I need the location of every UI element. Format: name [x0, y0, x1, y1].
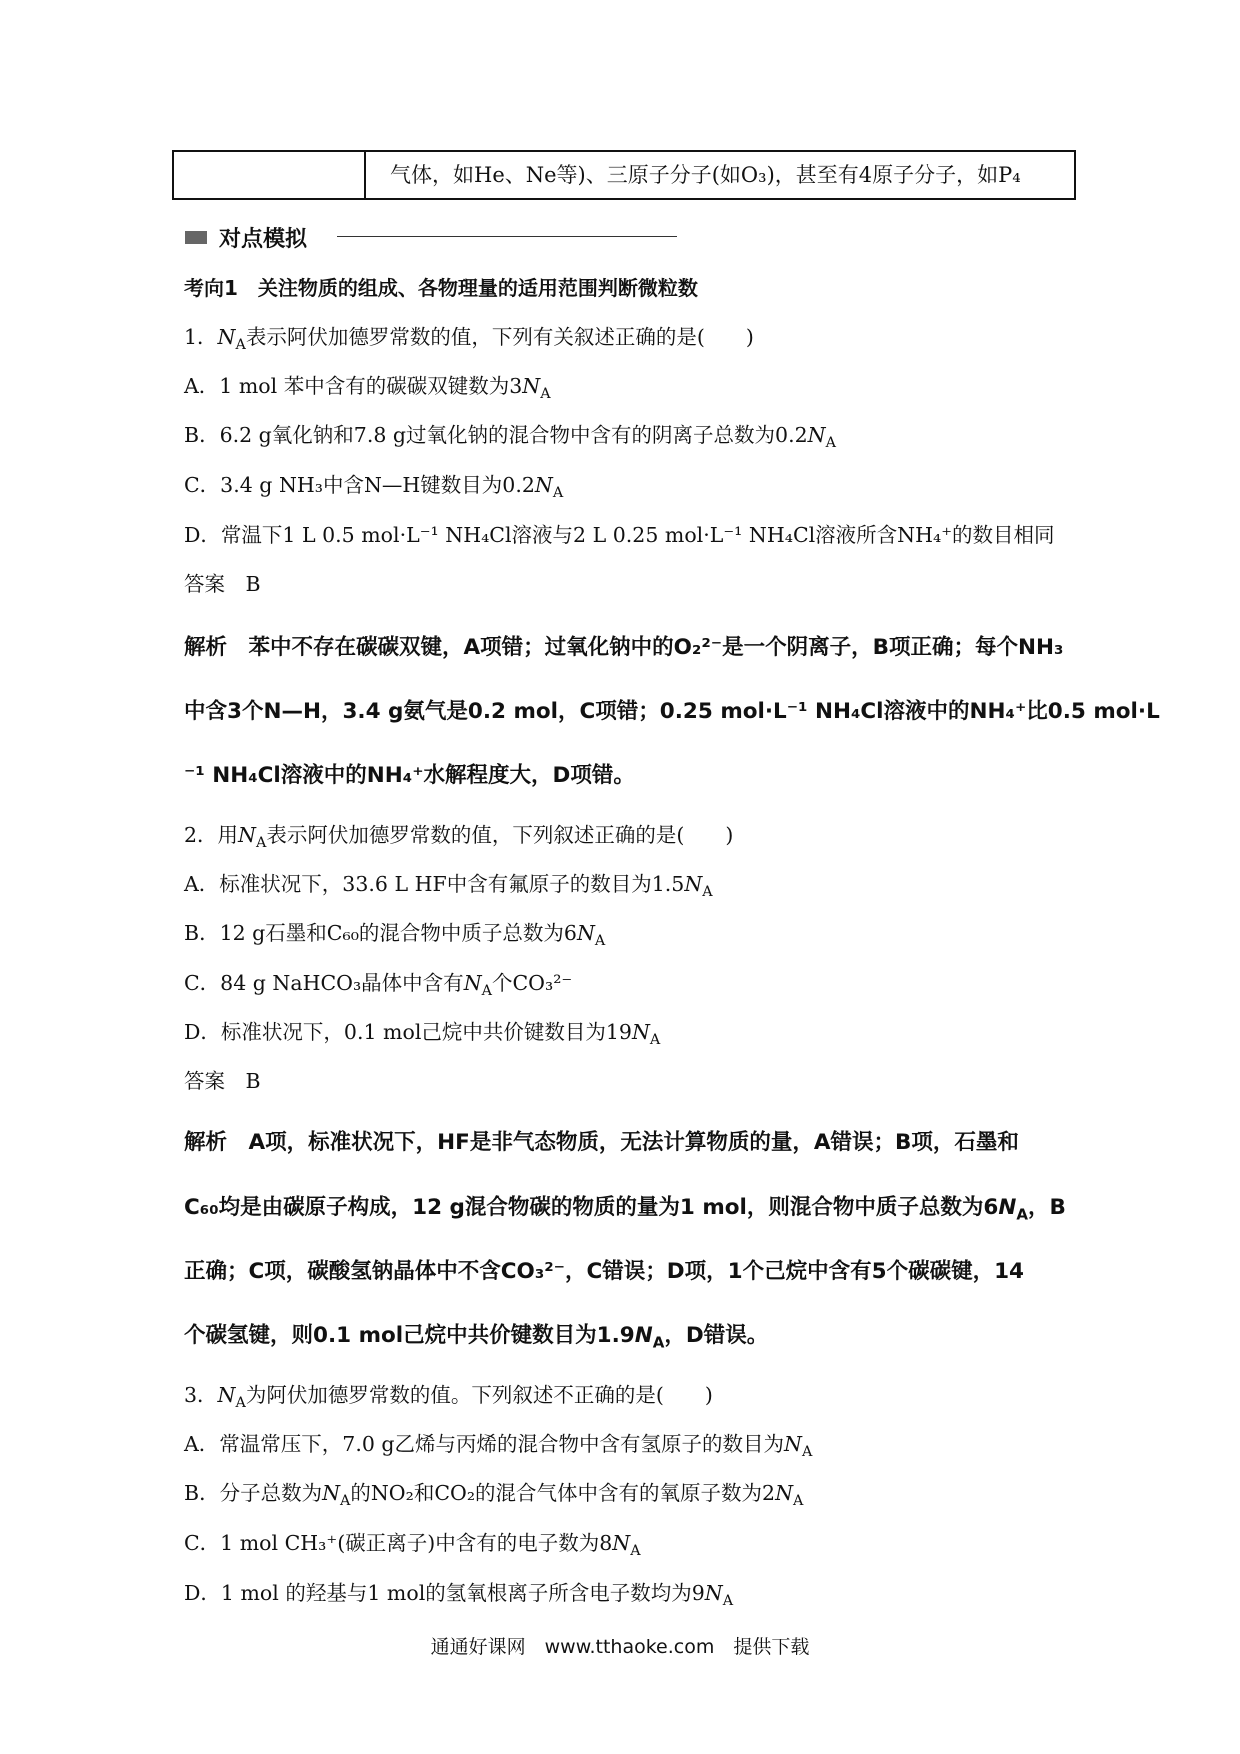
question-2-option-a: A．标准状况下，33.6 L HF中含有氟原子的数目为$1.5N_A$	[184, 872, 713, 901]
question-3-option-b: B．分子总数为$N_A$的NO₂和CO₂的混合气体中含有的氧原子数为$2N_A$	[184, 1481, 804, 1510]
question-1-option-b: B．6.2 g氧化钠和7.8 g过氧化钠的混合物中含有的阴离子总数为$0.2N_A$	[184, 423, 836, 452]
table-cell-right: 气体，如He、Ne等)、三原子分子(如O₃)，甚至有4原子分子，如P₄	[390, 163, 1021, 187]
question-1-explanation-line: 中含3个N—H，3.4 g氨气是0.2 mol，C项错；0.25 mol·L⁻¹ NH₄Cl溶液中的NH₄⁺比0.5 mol·L	[184, 699, 1160, 724]
question-1-explanation-line: ⁻¹ NH₄Cl溶液中的NH₄⁺水解程度大，D项错。	[184, 763, 635, 788]
question-3-option-d: D．1 mol 的羟基与1 mol的氢氧根离子所含电子数均为$9N_A$	[184, 1581, 734, 1610]
question-2-explanation-line: 个碳氢键，则0.1 mol己烷中共价键数目为$1.9N_A$，D错误。	[184, 1323, 769, 1352]
question-2-explanation-line: C₆₀均是由碳原子构成，12 g混合物碳的物质的量为1 mol，则混合物中质子总数为$6N_A$，B	[184, 1195, 1066, 1224]
section-marker-icon	[185, 231, 207, 244]
footer-credit: 通通好课网 www.tthaoke.com 提供下载	[430, 1636, 810, 1658]
section-header	[185, 222, 307, 252]
question-3-stem: 3．$N_A$为阿伏加德罗常数的值。下列叙述不正确的是( )	[184, 1383, 713, 1412]
question-2-explanation-line: 正确；C项，碳酸氢钠晶体中不含CO₃²⁻，C错误；D项，1个己烷中含有5个碳碳键，14	[184, 1259, 1024, 1284]
topic-heading: 考向1 关注物质的组成、各物理量的适用范围判断微粒数	[184, 276, 698, 300]
question-2-explanation-line: 解析 A项，标准状况下，HF是非气态物质，无法计算物质的量，A错误；B项，石墨和	[184, 1130, 1019, 1155]
question-1-explanation-line: 解析 苯中不存在碳碳双键，A项错；过氧化钠中的O₂²⁻是一个阴离子，B项正确；每个NH₃	[184, 635, 1064, 660]
question-1-stem: 1．$N_A$表示阿伏加德罗常数的值，下列有关叙述正确的是( )	[184, 325, 754, 354]
question-1-option-a: A．1 mol 苯中含有的碳碳双键数为$3N_A$	[184, 374, 551, 403]
section-rule	[337, 236, 677, 237]
table-row	[172, 150, 1076, 200]
section-title: 对点模拟	[219, 226, 308, 252]
question-3-option-a: A．常温常压下，7.0 g乙烯与丙烯的混合物中含有氢原子的数目为$N_A$	[184, 1432, 813, 1461]
question-1-option-c: C．3.4 g NH₃中含N—H键数目为$0.2N_A$	[184, 473, 564, 502]
question-2-answer: 答案 B	[184, 1069, 261, 1093]
question-3-option-c: C．1 mol CH₃⁺(碳正离子)中含有的电子数为$8N_A$	[184, 1531, 641, 1560]
question-2-stem: 2．用$N_A$表示阿伏加德罗常数的值，下列叙述正确的是( )	[184, 823, 734, 852]
question-1-option-d: D．常温下1 L 0.5 mol·L⁻¹ NH₄Cl溶液与2 L 0.25 mol·L⁻¹ NH₄Cl溶液所含NH₄⁺的数目相同	[184, 523, 1055, 547]
question-2-option-b: B．12 g石墨和C₆₀的混合物中质子总数为$6N_A$	[184, 921, 606, 950]
question-1-answer: 答案 B	[184, 572, 261, 596]
table-cell-left	[174, 152, 366, 198]
question-2-option-d: D．标准状况下，0.1 mol己烷中共价键数目为$19N_A$	[184, 1020, 661, 1049]
question-2-option-c: C．84 g NaHCO₃晶体中含有$N_A$个CO₃²⁻	[184, 971, 573, 1000]
